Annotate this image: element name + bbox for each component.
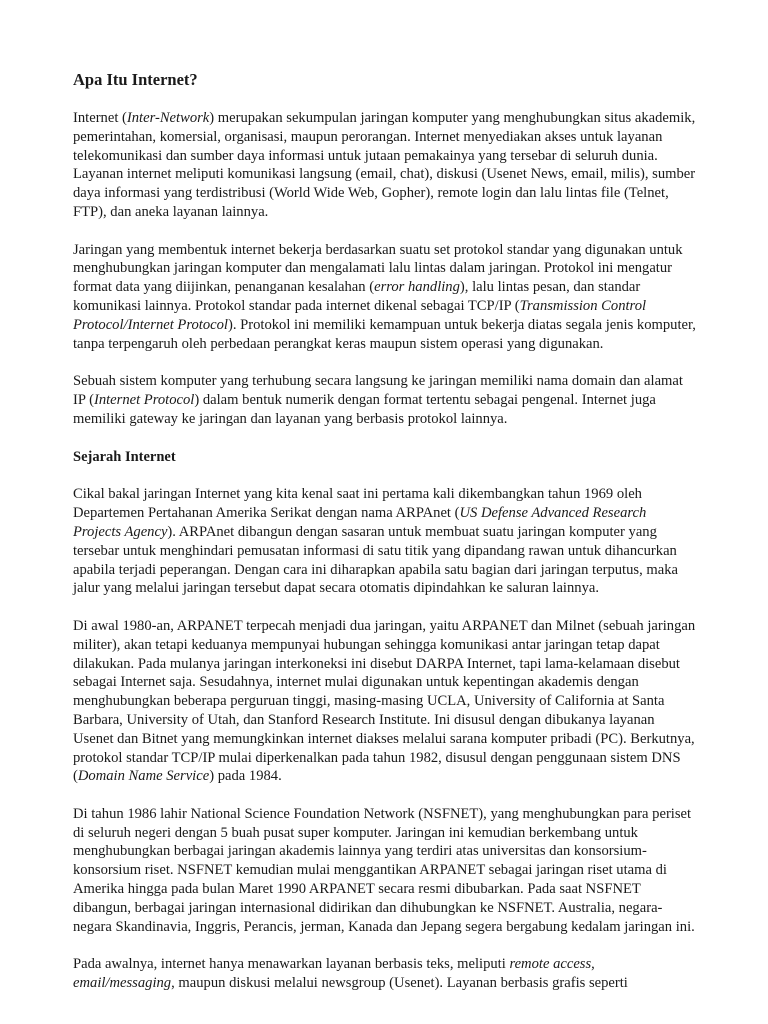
paragraph-intro: Internet (Inter-Network) merupakan sekumpulan jaringan komputer yang menghubungkan situs akademik, pemerintahan, komersial, organisasi, maupun perorangan. Internet menyediakan akses untuk layanan telekomunikasi dan sumber daya informasi untuk jutaan pemakainya yang tersebar di seluruh dunia. Layanan internet meliputi komunikasi langsung (email, chat), diskusi (Usenet News, email, milis), sumber daya informasi yang terdistribusi (World Wide Web, Gopher), remote login dan lalu lintas file (Telnet, FTP), dan aneka layanan lainnya. [73,110,696,220]
paragraph-1980s: Di awal 1980-an, ARPANET terpecah menjadi dua jaringan, yaitu ARPANET dan Milnet (sebuah jaringan militer), akan tetapi keduanya mempunyai hubungan sehingga komunikasi antar jaringan tetap dapat dilakukan. Pada mulanya jaringan interkoneksi ini disebut DARPA Internet, tapi lama-kelamaan disebut sebagai Internet saja. Sesudahnya, internet mulai digunakan untuk kepentingan akademis dengan menghubungkan beberapa perguruan tinggi, masing-masing UCLA, University of California at Santa Barbara, University of Utah, dan Stanford Research Institute. Ini disusul dengan dibukanya layanan Usenet dan Bitnet yang memungkinkan internet diakses melalui sarana komputer pribadi (PC). Berkutnya, protokol standar TCP/IP mulai diperkenalkan pada tahun 1982, disusul dengan penggunaan sistem DNS (Domain Name Service) pada 1984. [73,617,696,785]
paragraph-arpanet: Cikal bakal jaringan Internet yang kita kenal saat ini pertama kali dikembangkan tahun 1969 oleh Departemen Pertahanan Amerika Serikat dengan nama ARPAnet (US Defense Advanced Research Projects Agency). ARPAnet dibangun dengan sasaran untuk membuat suatu jaringan komputer yang tersebar untuk menghindari pemusatan informasi di satu titik yang dipandang rawan untuk dihancurkan apabila terjadi peperangan. Dengan cara ini diharapkan apabila satu bagian dari jaringan terputus, maka jalur yang melalui jaringan tersebut dapat secara otomatis dipindahkan ke saluran lainnya. [73,486,678,597]
paragraph-nsfnet: Di tahun 1986 lahir National Science Foundation Network (NSFNET), yang menghubungkan para periset di seluruh negeri dengan 5 buah pusat super komputer. Jaringan ini kemudian berkembang untuk menghubungkan berbagai jaringan akademis lainnya yang terdiri atas universitas dan konsorsium-konsorsium riset. NSFNET kemudian mulai menggantikan ARPANET sebagai jaringan riset utama di Amerika hingga pada bulan Maret 1990 ARPANET secara resmi dibubarkan. Pada saat NSFNET dibangun, berbagai jaringan internasional didirikan dan dihubungkan ke NSFNET. Australia, negara-negara Skandinavia, Inggris, Perancis, jerman, Kanada dan Jepang segera bergabung kedalam jaringan ini. [73,805,695,935]
section-heading-history: Sejarah Internet [73,449,176,466]
paragraph-domain: Sebuah sistem komputer yang terhubung secara langsung ke jaringan memiliki nama domain dan alamat IP (Internet Protocol) dalam bentuk numerik dengan format tertentu sebagai pengenal. Internet juga memiliki gateway ke jaringan dan layanan yang berbasis protokol lainnya. [73,373,683,427]
paragraph-services: Pada awalnya, internet hanya menawarkan layanan berbasis teks, meliputi remote access, email/messaging, maupun diskusi melalui newsgroup (Usenet). Layanan berbasis grafis seperti [73,956,628,992]
page-title: Apa Itu Internet? [73,70,198,89]
paragraph-protocol: Jaringan yang membentuk internet bekerja berdasarkan suatu set protokol standar yang digunakan untuk menghubungkan jaringan komputer dan mengalamati lalu lintas dalam jaringan. Protokol ini mengatur format data yang diijinkan, penanganan kesalahan (error handling), lalu lintas pesan, dan standar komunikasi lainnya. Protokol standar pada internet dikenal sebagai TCP/IP (Transmission Control Protocol/Internet Protocol). Protokol ini memiliki kemampuan untuk bekerja diatas segala jenis komputer, tanpa terpengaruh oleh perbedaan perangkat keras maupun sistem operasi yang digunakan. [73,241,696,352]
